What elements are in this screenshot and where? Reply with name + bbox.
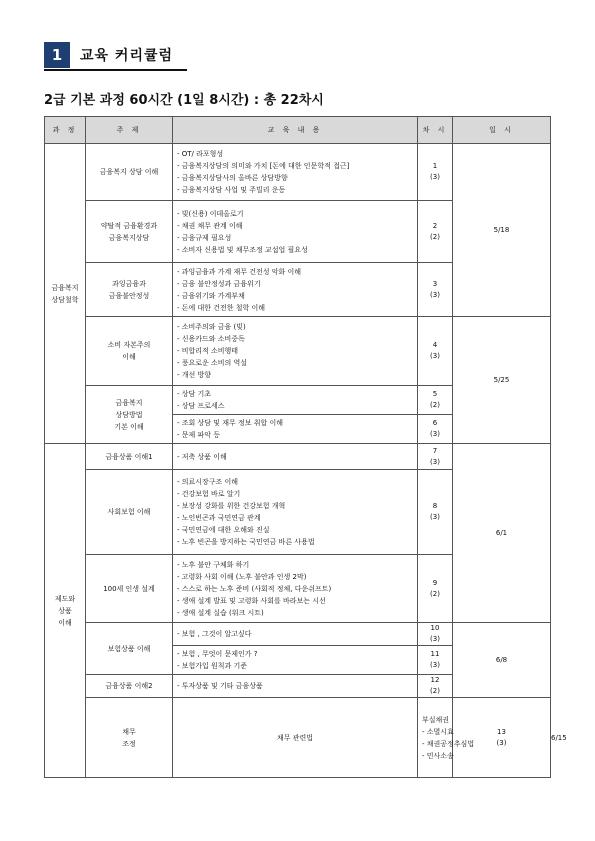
table-header-row — [45, 117, 551, 144]
content-line: (3) — [430, 457, 440, 466]
content-line: (3) — [430, 430, 440, 438]
content-line: 12 — [430, 676, 440, 684]
session-cell — [418, 144, 453, 201]
content-line: - 조회 상담 및 재무 정보 취합 이해 — [177, 419, 284, 427]
content-line: 4 — [432, 341, 438, 349]
content-cell — [173, 646, 418, 675]
content-line: (3) — [430, 352, 440, 360]
content-line: - 보험 , 그것이 알고싶다 — [177, 630, 252, 638]
column-header-course: 과 정 — [45, 117, 86, 144]
content-line: - 스스로 하는 노후 준비 (사회적 정체, 다운쉬프트) — [177, 584, 332, 593]
session-cell — [418, 386, 453, 415]
table-row: 채무 조정 채무 관련법 부실채권 - 소멸시효 - 채권공정추심법 - 민사소송 13 (3) 6/15 — [45, 698, 551, 778]
content-line: - 돈에 대한 건전한 철학 이해 — [177, 303, 266, 312]
content-cell — [173, 317, 418, 386]
section-number-badge: 1 — [44, 42, 70, 68]
content-line: 8 — [432, 502, 438, 510]
topic-cell: 약탈적 금융환경과 금융복지상담 — [86, 201, 173, 263]
content-cell — [173, 415, 418, 444]
session-cell — [453, 698, 551, 778]
topic-cell: 100세 인생 설계 — [86, 555, 173, 623]
topic-cell: 금융상품 이해1 — [86, 444, 173, 470]
table-row — [45, 623, 551, 646]
date-cell: 6/8 — [453, 623, 551, 698]
table-row — [45, 317, 551, 386]
content-line: - 문제 파악 등 — [177, 431, 221, 439]
content-line: 10 — [430, 624, 440, 632]
topic-cell: 과잉금융과 금융불안정성 — [86, 263, 173, 317]
content-cell — [173, 675, 418, 698]
content-line: (3) — [496, 738, 507, 747]
session-cell — [418, 623, 453, 646]
content-line: (2) — [430, 401, 440, 409]
content-line: - 노후 불안 구체화 하기 — [177, 560, 250, 569]
session-cell — [418, 646, 453, 675]
content-line: - OT/ 라포형성 — [177, 150, 224, 158]
content-line: (3) — [430, 661, 440, 669]
content-line: - 건강보험 바로 알기 — [177, 490, 241, 498]
content-line: - 금융복지상담 사업 및 주빌리 운동 — [177, 186, 286, 194]
session-cell — [418, 555, 453, 623]
column-header-session: 차 시 — [418, 117, 453, 144]
content-line: - 생애 설계 발표 및 고령화 사회를 바라보는 시선 — [177, 596, 326, 605]
topic-cell: 채무 관련법 — [173, 698, 418, 778]
content-line: 13 — [497, 727, 506, 736]
table-row — [45, 444, 551, 470]
content-line: - 금융 불안정성과 금융위기 — [177, 279, 261, 288]
content-line: - 상담 프로세스 — [177, 402, 225, 410]
content-line: - 신용카드와 소비중독 — [177, 335, 245, 343]
session-cell — [418, 263, 453, 317]
content-line: (3) — [430, 635, 440, 643]
content-line: - 의료시장구조 이해 — [177, 478, 239, 486]
content-cell — [173, 386, 418, 415]
content-line: - 생애 설계 실습 (워크 시트) — [177, 608, 264, 617]
content-line: 3 — [432, 279, 438, 288]
curriculum-table — [44, 116, 567, 778]
content-line: 9 — [432, 578, 438, 587]
content-line: - 채권 채무 관계 이해 — [177, 221, 243, 230]
content-cell — [173, 263, 418, 317]
content-line: (3) — [430, 513, 440, 521]
topic-cell: 금융복지 상담방법 기본 이해 — [86, 386, 173, 444]
content-line: - 비합리적 소비행태 — [177, 347, 239, 355]
content-line: (3) — [430, 290, 440, 299]
content-line: - 상담 기초 — [177, 390, 212, 398]
content-line: - 보험 , 무엇이 문제인가 ? — [177, 650, 258, 658]
column-header-content: 교 육 내 용 — [173, 117, 418, 144]
content-line: - 저축 상품 이해 — [177, 452, 227, 461]
content-line: 6 — [432, 419, 438, 427]
session-cell — [418, 444, 453, 470]
content-line: - 개선 방향 — [177, 371, 212, 379]
content-line: - 빚(신용) 이데올로기 — [177, 209, 244, 218]
content-line: (2) — [430, 687, 440, 695]
content-line: - 소비자 신용법 및 채무조정 교섭업 필요성 — [177, 245, 308, 254]
course-cell: 채무 조정 — [86, 698, 173, 778]
content-line: - 금융위기와 가계부채 — [177, 291, 245, 300]
session-cell — [418, 470, 453, 555]
content-cell — [173, 144, 418, 201]
content-line: 11 — [430, 650, 440, 658]
topic-cell: 소비 자본주의 이해 — [86, 317, 173, 386]
content-line: - 소비주의와 금융 (빚) — [177, 323, 246, 331]
content-cell — [173, 470, 418, 555]
content-cell — [173, 444, 418, 470]
table-row — [45, 144, 551, 201]
content-line: 2 — [432, 221, 438, 230]
content-cell — [173, 555, 418, 623]
session-cell — [418, 675, 453, 698]
content-line: - 풍요로운 소비의 역설 — [177, 359, 248, 367]
content-line: - 노인빈곤과 국민연금 관계 — [177, 514, 261, 522]
content-line: - 보장성 강화를 위한 건강보험 개혁 — [177, 502, 286, 510]
session-cell — [418, 201, 453, 263]
content-line: - 소멸시효 — [422, 727, 454, 736]
course-subtitle: 2급 기본 과정 60시간 (1일 8시간) : 총 22차시 — [44, 93, 324, 108]
content-cell — [418, 698, 475, 778]
content-cell — [173, 623, 418, 646]
content-line: 5 — [432, 390, 438, 398]
content-line: - 투자상품 및 기타 금융상품 — [177, 682, 263, 690]
column-header-date: 일 시 — [453, 117, 551, 144]
date-cell: 6/1 — [453, 444, 551, 623]
topic-cell: 금융복지 상담 이해 — [86, 144, 173, 201]
session-cell — [418, 415, 453, 444]
content-line: (3) — [430, 173, 440, 181]
content-line: - 금융복지상담의 의미와 가치 [돈에 대한 인문학적 접근] — [177, 162, 350, 170]
content-line: - 보험가입 원칙과 기준 — [177, 662, 248, 670]
date-cell: 5/25 — [453, 317, 551, 444]
content-line: 1 — [432, 162, 438, 170]
topic-cell: 보험상품 이해 — [86, 623, 173, 675]
content-line: 7 — [432, 446, 438, 455]
topic-cell: 사회보험 이해 — [86, 470, 173, 555]
content-line: - 채권공정추심법 — [422, 739, 475, 748]
content-line: - 과잉금융과 가계 재무 건전성 악화 이해 — [177, 267, 302, 276]
content-line: (2) — [430, 232, 440, 241]
section-title: 교육 커리큘럼 — [80, 48, 174, 64]
content-line: - 고령화 사회 이해 (노후 불안과 인생 2막) — [177, 572, 307, 581]
content-line: - 국민연금에 대한 오해와 진실 — [177, 526, 270, 534]
content-line: - 민사소송 — [422, 751, 454, 760]
course-cell: 금융복지 상담철학 — [45, 144, 86, 444]
column-header-topic: 주 제 — [86, 117, 173, 144]
content-line: - 노후 빈곤을 방지하는 국민연금 바른 사용법 — [177, 538, 315, 546]
title-underline — [44, 69, 187, 71]
content-line: 부실채권 — [422, 715, 450, 724]
content-line: - 금융규제 필요성 — [177, 233, 232, 242]
session-cell — [418, 317, 453, 386]
course-cell: 제도와 상품 이해 — [45, 444, 86, 778]
content-cell — [173, 201, 418, 263]
topic-cell: 금융상품 이해2 — [86, 675, 173, 698]
date-cell: 5/18 — [453, 144, 551, 317]
content-line: - 금융복지상담사의 올바른 상담방향 — [177, 174, 288, 182]
content-line: (2) — [430, 589, 440, 598]
